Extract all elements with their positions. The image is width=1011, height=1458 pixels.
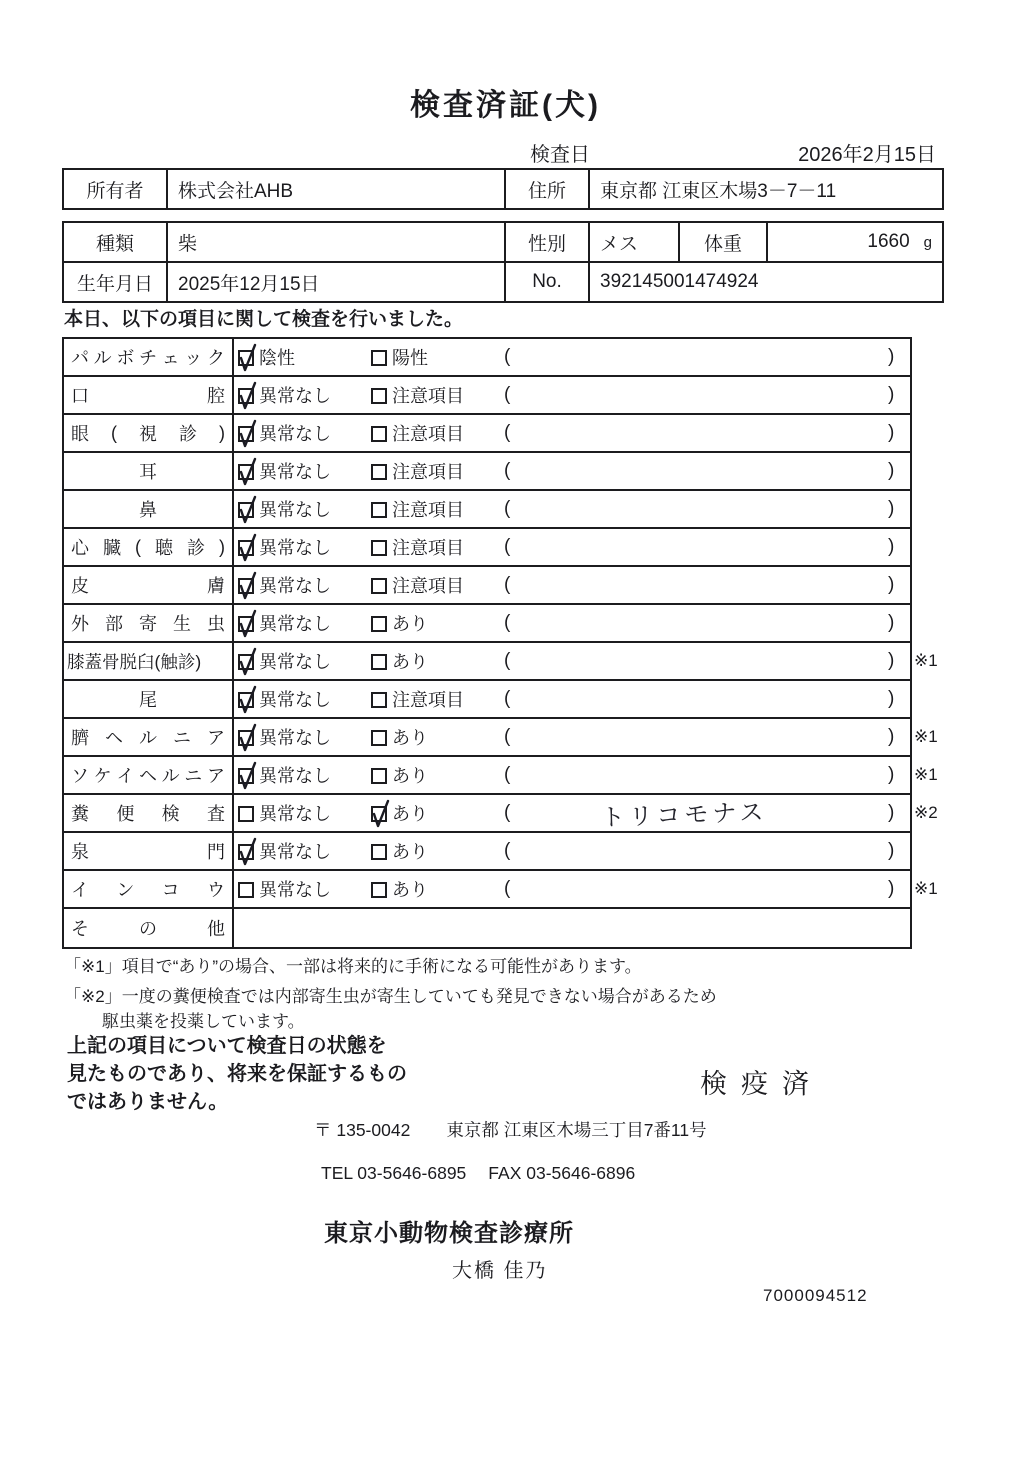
option1-label: 異常なし bbox=[259, 424, 331, 444]
birthdate-value: 2025年12月15日 bbox=[168, 263, 506, 301]
handwritten-note bbox=[514, 579, 854, 591]
checkbox-option1[interactable] bbox=[238, 426, 254, 442]
checkbox-option2[interactable] bbox=[371, 806, 387, 822]
checklist-item-label: 臍 ヘ ル ニ ア bbox=[64, 719, 234, 755]
option1-label: 異常なし bbox=[259, 766, 331, 786]
reference-mark: ※2 bbox=[914, 803, 938, 822]
footnote-2-line2: 駆虫薬を投薬しています。 bbox=[102, 1012, 305, 1031]
breed-label: 種類 bbox=[64, 223, 168, 261]
paren-close: ) bbox=[888, 688, 895, 709]
checkbox-option2[interactable] bbox=[371, 464, 387, 480]
checklist-row bbox=[64, 339, 910, 377]
handwritten-note bbox=[514, 541, 854, 553]
checklist-item-label: イ ン コ ウ bbox=[64, 871, 234, 907]
option2-label: 陽性 bbox=[392, 348, 428, 368]
no-label: No. bbox=[506, 263, 590, 301]
footnote-1: 「※1」項目で“あり”の場合、一部は将来的に手術になる可能性があります。 bbox=[64, 957, 642, 976]
paren-close: ) bbox=[888, 726, 895, 747]
checkbox-option1[interactable] bbox=[238, 464, 254, 480]
breed-row bbox=[64, 223, 942, 261]
checklist-item-label: 外 部 寄 生 虫 bbox=[64, 605, 234, 641]
checklist-row-content bbox=[234, 605, 910, 641]
checkbox-option2[interactable] bbox=[371, 426, 387, 442]
handwritten-note bbox=[514, 503, 854, 515]
checkbox-option1[interactable] bbox=[238, 692, 254, 708]
document-serial-number: 7000094512 bbox=[763, 1286, 868, 1305]
clinic-address: 東京都 江東区木場三丁目7番11号 bbox=[446, 1120, 707, 1140]
checkbox-option2[interactable] bbox=[371, 654, 387, 670]
handwritten-note bbox=[514, 845, 854, 857]
postal-code: 〒 135-0042 bbox=[314, 1120, 411, 1140]
handwritten-check-icon bbox=[236, 570, 260, 604]
checklist-row-content bbox=[234, 415, 910, 451]
handwritten-check-icon bbox=[236, 646, 260, 680]
handwritten-check-icon bbox=[236, 342, 260, 376]
birthdate-label: 生年月日 bbox=[64, 263, 168, 301]
checklist-row-content bbox=[234, 339, 910, 375]
paren-close: ) bbox=[888, 498, 895, 519]
paren-close: ) bbox=[888, 536, 895, 557]
checklist-row-content bbox=[234, 795, 938, 832]
checklist-row bbox=[64, 415, 910, 453]
option1-label: 異常なし bbox=[259, 614, 331, 634]
paren-open: ( bbox=[504, 612, 511, 633]
option2-label: あり bbox=[392, 766, 428, 786]
paren-close: ) bbox=[888, 574, 895, 595]
paren-open: ( bbox=[504, 422, 511, 443]
checkbox-option1[interactable] bbox=[238, 730, 254, 746]
exam-date-value: 2026年2月15日 bbox=[798, 144, 936, 166]
address-label: 住所 bbox=[506, 170, 590, 208]
checkbox-option1[interactable] bbox=[238, 806, 254, 822]
weight-value: 1660 bbox=[867, 231, 910, 252]
option2-label: あり bbox=[392, 880, 428, 900]
checklist-item-label: 心 臓 ( 聴 診 ) bbox=[64, 529, 234, 565]
reference-mark: ※1 bbox=[914, 765, 938, 784]
handwritten-note bbox=[514, 731, 854, 743]
owner-value: 株式会社AHB bbox=[168, 170, 506, 208]
exam-date-label: 検査日 bbox=[530, 144, 590, 166]
checkbox-option2[interactable] bbox=[371, 692, 387, 708]
checklist-row bbox=[64, 605, 910, 643]
paren-open: ( bbox=[504, 878, 511, 899]
handwritten-note bbox=[514, 693, 854, 705]
checkbox-option1[interactable] bbox=[238, 502, 254, 518]
checklist-row bbox=[64, 719, 938, 757]
checklist-row-content bbox=[234, 529, 910, 565]
handwritten-check-icon bbox=[236, 456, 260, 490]
option2-label: あり bbox=[392, 804, 428, 824]
paren-open: ( bbox=[504, 536, 511, 557]
option1-label: 異常なし bbox=[259, 462, 331, 482]
handwritten-check-icon bbox=[236, 684, 260, 718]
owner-label: 所有者 bbox=[64, 170, 168, 208]
paren-open: ( bbox=[504, 726, 511, 747]
checklist-item-label: 鼻 bbox=[64, 491, 234, 527]
checklist-row-content bbox=[234, 909, 910, 947]
option2-label: あり bbox=[392, 652, 428, 672]
clinic-phone-line bbox=[321, 1163, 635, 1184]
handwritten-check-icon bbox=[236, 532, 260, 566]
paren-close: ) bbox=[888, 346, 895, 367]
weight-cell bbox=[768, 223, 942, 261]
handwritten-note bbox=[514, 465, 854, 477]
option1-label: 異常なし bbox=[259, 652, 331, 672]
checklist-item-label: 皮 膚 bbox=[64, 567, 234, 603]
paren-close: ) bbox=[888, 384, 895, 405]
checklist-item-label: 口 腔 bbox=[64, 377, 234, 413]
checklist-item-label: 眼 ( 視 診 ) bbox=[64, 415, 234, 451]
checklist-table bbox=[62, 337, 938, 949]
checkbox-option2[interactable] bbox=[371, 616, 387, 632]
paren-close: ) bbox=[888, 878, 895, 899]
handwritten-note bbox=[514, 617, 854, 629]
checkbox-option2[interactable] bbox=[371, 730, 387, 746]
handwritten-note bbox=[514, 351, 854, 363]
option2-label: あり bbox=[392, 728, 428, 748]
checkbox-option2[interactable] bbox=[371, 882, 387, 898]
checklist-row-content bbox=[234, 757, 938, 793]
option1-label: 陰性 bbox=[259, 348, 295, 368]
handwritten-note: トリコモナス bbox=[600, 798, 768, 832]
checklist-row bbox=[64, 529, 910, 567]
option2-label: 注意項目 bbox=[392, 538, 464, 558]
checklist-row bbox=[64, 833, 910, 871]
checklist-item-label: 耳 bbox=[64, 453, 234, 489]
checklist-row bbox=[64, 643, 938, 681]
handwritten-note bbox=[514, 389, 854, 401]
clinic-fax: FAX 03-5646-6896 bbox=[488, 1163, 636, 1183]
owner-row bbox=[64, 170, 942, 208]
animal-info-table bbox=[62, 221, 944, 303]
checklist-row-content bbox=[234, 643, 938, 679]
checkbox-option1[interactable] bbox=[238, 578, 254, 594]
checklist-row-content bbox=[234, 871, 938, 907]
clinic-address-line bbox=[314, 1117, 707, 1142]
option1-label: 異常なし bbox=[259, 576, 331, 596]
option1-label: 異常なし bbox=[259, 728, 331, 748]
checklist-row-content bbox=[234, 377, 910, 413]
checkbox-option1[interactable] bbox=[238, 882, 254, 898]
handwritten-note bbox=[514, 883, 854, 895]
sex-value: メス bbox=[590, 223, 680, 261]
disclaimer-line3: ではありません。 bbox=[67, 1091, 229, 1113]
checklist-item-label: パ ル ボ チ ェ ッ ク bbox=[64, 339, 234, 375]
clinic-tel: TEL 03-5646-6895 bbox=[321, 1163, 467, 1183]
option1-label: 異常なし bbox=[259, 500, 331, 520]
disclaimer-line1: 上記の項目について検査日の状態を bbox=[67, 1035, 387, 1057]
checkbox-option2[interactable] bbox=[371, 578, 387, 594]
handwritten-check-icon bbox=[236, 608, 260, 642]
handwritten-note bbox=[514, 655, 854, 667]
option2-label: 注意項目 bbox=[392, 386, 464, 406]
checklist-item-label: 泉 門 bbox=[64, 833, 234, 869]
checkbox-option1[interactable] bbox=[238, 768, 254, 784]
paren-open: ( bbox=[504, 498, 511, 519]
address-value: 東京都 江東区木場3－7－11 bbox=[600, 180, 837, 202]
handwritten-check-icon bbox=[369, 798, 393, 832]
disclaimer-statement bbox=[67, 1032, 407, 1116]
checklist-item-label: 糞 便 検 査 bbox=[64, 795, 234, 831]
checklist-item-label: 膝蓋骨脱臼(触診) bbox=[64, 643, 234, 679]
checklist-row bbox=[64, 757, 938, 795]
checklist-row bbox=[64, 795, 938, 833]
checklist-intro: 本日、以下の項目に関して検査を行いました。 bbox=[64, 309, 464, 330]
checklist-row-content bbox=[234, 491, 910, 527]
handwritten-check-icon bbox=[236, 494, 260, 528]
option2-label: 注意項目 bbox=[392, 462, 464, 482]
handwritten-check-icon bbox=[236, 418, 260, 452]
paren-open: ( bbox=[504, 802, 511, 823]
checkbox-option2[interactable] bbox=[371, 350, 387, 366]
page-title: 検査済証(犬) bbox=[410, 89, 601, 122]
checklist-row-content bbox=[234, 719, 938, 755]
checkbox-option2[interactable] bbox=[371, 844, 387, 860]
checkbox-option1[interactable] bbox=[238, 540, 254, 556]
handwritten-check-icon bbox=[236, 760, 260, 794]
checklist-item-label: ソ ケ イ ヘ ル ニ ア bbox=[64, 757, 234, 793]
handwritten-note bbox=[514, 427, 854, 439]
weight-unit: g bbox=[923, 233, 932, 251]
checklist-item-label: そ の 他 bbox=[64, 909, 234, 947]
birth-row bbox=[64, 261, 942, 301]
sex-label: 性別 bbox=[506, 223, 590, 261]
checklist-row-content bbox=[234, 567, 910, 603]
footnote-2-line1: 「※2」一度の糞便検査では内部寄生虫が寄生していても発見できない場合があるため bbox=[64, 987, 717, 1006]
clinic-name: 東京小動物検査診療所 bbox=[324, 1220, 574, 1247]
checkbox-option2[interactable] bbox=[371, 540, 387, 556]
checklist-row bbox=[64, 491, 910, 529]
handwritten-check-icon bbox=[236, 722, 260, 756]
paren-close: ) bbox=[888, 840, 895, 861]
owner-table bbox=[62, 168, 944, 210]
breed-value: 柴 bbox=[168, 223, 506, 261]
paren-close: ) bbox=[888, 612, 895, 633]
paren-close: ) bbox=[888, 802, 895, 823]
paren-close: ) bbox=[888, 764, 895, 785]
no-value: 392145001474924 bbox=[600, 271, 759, 292]
option2-label: 注意項目 bbox=[392, 500, 464, 520]
option1-label: 異常なし bbox=[259, 804, 331, 824]
checkbox-option1[interactable] bbox=[238, 350, 254, 366]
paren-open: ( bbox=[504, 840, 511, 861]
checkbox-option1[interactable] bbox=[238, 616, 254, 632]
option1-label: 異常なし bbox=[259, 842, 331, 862]
checklist-row-content bbox=[234, 681, 910, 717]
paren-close: ) bbox=[888, 650, 895, 671]
option2-label: 注意項目 bbox=[392, 576, 464, 596]
checkbox-option2[interactable] bbox=[371, 388, 387, 404]
quarantine-stamp: 検疫済 bbox=[700, 1069, 823, 1099]
paren-open: ( bbox=[504, 764, 511, 785]
paren-open: ( bbox=[504, 574, 511, 595]
handwritten-check-icon bbox=[236, 836, 260, 870]
paren-open: ( bbox=[504, 384, 511, 405]
paren-open: ( bbox=[504, 346, 511, 367]
paren-open: ( bbox=[504, 650, 511, 671]
checkbox-option1[interactable] bbox=[238, 654, 254, 670]
paren-open: ( bbox=[504, 688, 511, 709]
option1-label: 異常なし bbox=[259, 386, 331, 406]
checklist-row bbox=[64, 909, 910, 947]
checkbox-option2[interactable] bbox=[371, 768, 387, 784]
reference-mark: ※1 bbox=[914, 651, 938, 670]
handwritten-note bbox=[514, 769, 854, 781]
reference-mark: ※1 bbox=[914, 727, 938, 746]
option1-label: 異常なし bbox=[259, 880, 331, 900]
option2-label: 注意項目 bbox=[392, 424, 464, 444]
option1-label: 異常なし bbox=[259, 690, 331, 710]
checklist-row bbox=[64, 377, 910, 415]
checkbox-option2[interactable] bbox=[371, 502, 387, 518]
checkbox-option1[interactable] bbox=[238, 844, 254, 860]
checklist-row bbox=[64, 453, 910, 491]
paren-open: ( bbox=[504, 460, 511, 481]
examiner-name: 大橋 佳乃 bbox=[452, 1260, 548, 1282]
disclaimer-line2: 見たものであり、将来を保証するもの bbox=[67, 1063, 407, 1085]
weight-label: 体重 bbox=[680, 223, 768, 261]
paren-close: ) bbox=[888, 460, 895, 481]
reference-mark: ※1 bbox=[914, 879, 938, 898]
checklist-row bbox=[64, 871, 938, 909]
option2-label: あり bbox=[392, 842, 428, 862]
handwritten-check-icon bbox=[236, 380, 260, 414]
option2-label: あり bbox=[392, 614, 428, 634]
checklist-row bbox=[64, 567, 910, 605]
checklist-row-content bbox=[234, 833, 910, 869]
option1-label: 異常なし bbox=[259, 538, 331, 558]
checklist-row bbox=[64, 681, 910, 719]
paren-close: ) bbox=[888, 422, 895, 443]
option2-label: 注意項目 bbox=[392, 690, 464, 710]
checkbox-option1[interactable] bbox=[238, 388, 254, 404]
checklist-item-label: 尾 bbox=[64, 681, 234, 717]
checklist-row-content bbox=[234, 453, 910, 489]
